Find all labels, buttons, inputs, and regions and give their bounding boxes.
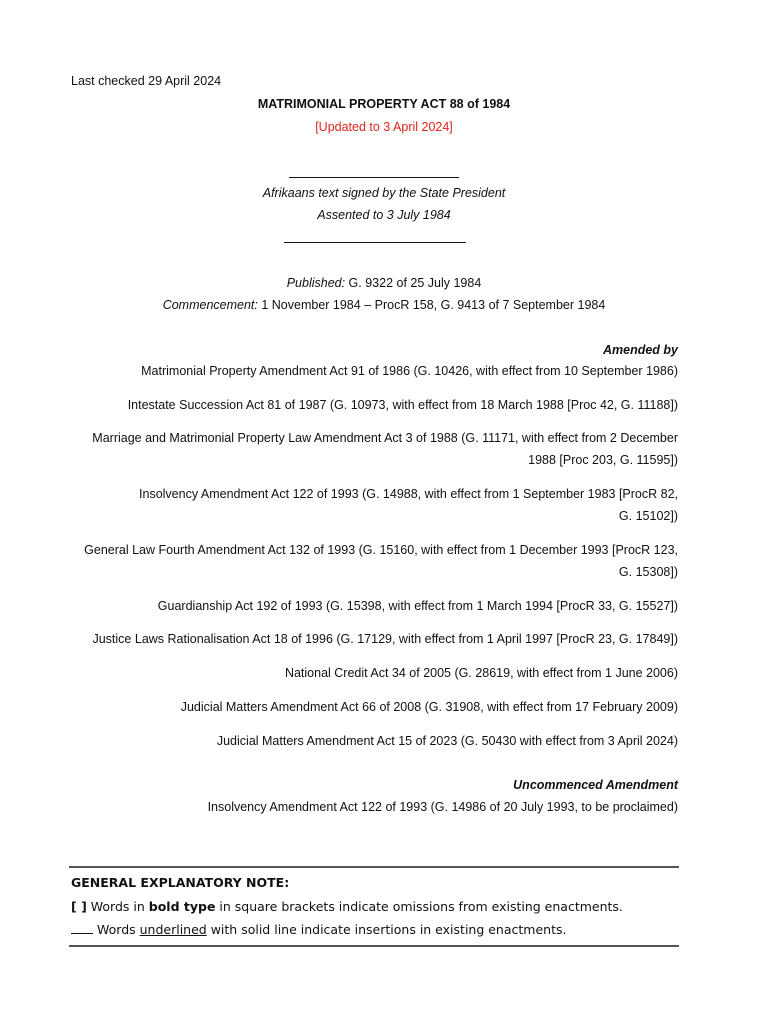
published-line	[0, 276, 768, 290]
amendment-item	[181, 696, 678, 718]
amendment-line: National Credit Act 34 of 2005 (G. 28619, with effect from 1 June 2006)	[284, 666, 678, 680]
amendment-line: Matrimonial Property Amendment Act 91 of 1986 (G. 10426, with effect from 10 September 1986)	[141, 364, 678, 378]
note-omissions: [ ] Words in bold type in square brackets indicate omissions from existing enactments.	[71, 899, 623, 914]
amendment-line: Marriage and Matrimonial Property Law Amendment Act 3 of 1988 (G. 11171, with effect from 2 December	[92, 431, 678, 445]
act-title: MATRIMONIAL PROPERTY ACT 88 of 1984	[257, 97, 511, 111]
amendment-item	[139, 483, 678, 527]
amendment-line: Judicial Matters Amendment Act 15 of 2023 (G. 50430 with effect from 3 April 2024)	[216, 734, 678, 748]
commencement-label: Commencement:	[162, 298, 258, 312]
commencement-value: 1 November 1984 – ProcR 158, G. 9413 of 7 September 1984	[257, 298, 606, 312]
note-bottom-rule	[69, 945, 679, 947]
uncommenced-item: Insolvency Amendment Act 122 of 1993 (G. 14986 of 20 July 1993, to be proclaimed)	[207, 800, 678, 814]
amendment-item	[285, 662, 678, 684]
published-label: Published:	[286, 276, 346, 290]
note-heading: GENERAL EXPLANATORY NOTE:	[71, 875, 290, 890]
amendment-item	[128, 394, 678, 416]
amended-by-heading: Amended by	[602, 343, 678, 357]
last-checked: Last checked 29 April 2024	[71, 74, 222, 88]
amendment-line-cont: G. 15308])	[618, 565, 678, 579]
amendment-item	[141, 360, 678, 382]
underlined-sample: underlined	[139, 922, 207, 937]
amendment-line-cont: 1988 [Proc 203, G. 11595])	[528, 453, 678, 467]
amendment-item	[158, 595, 678, 617]
bracket-symbol: [ ]	[71, 899, 87, 914]
assented-line: Assented to 3 July 1984	[317, 208, 451, 222]
amendment-line: Judicial Matters Amendment Act 66 of 2008 (G. 31908, with effect from 17 February 2009)	[180, 700, 678, 714]
note-top-rule	[69, 866, 679, 868]
amendment-line: Intestate Succession Act 81 of 1987 (G. 10973, with effect from 18 March 1988 [Proc 42, G. 11188])	[127, 398, 678, 412]
bold-type-sample: bold type	[148, 899, 216, 914]
amendment-line: Justice Laws Rationalisation Act 18 of 1996 (G. 17129, with effect from 1 April 1997 [ProcR 23, G. 17849])	[92, 632, 678, 646]
amendment-item	[217, 730, 678, 752]
amendment-line: Insolvency Amendment Act 122 of 1993 (G. 14988, with effect from 1 September 1983 [ProcR 82,	[139, 487, 678, 501]
underline-symbol	[71, 923, 93, 934]
amendment-item	[92, 628, 678, 650]
amendment-item	[84, 539, 678, 583]
commencement-line	[0, 298, 768, 312]
signed-line: Afrikaans text signed by the State President	[262, 186, 506, 200]
updated-note: [Updated to 3 April 2024]	[315, 120, 453, 134]
amendment-line: General Law Fourth Amendment Act 132 of 1993 (G. 15160, with effect from 1 December 1993 [ProcR 123,	[84, 543, 678, 557]
uncommenced-heading: Uncommenced Amendment	[513, 778, 678, 792]
amendment-line-cont: G. 15102])	[618, 509, 678, 523]
published-value: G. 9322 of 25 July 1984	[345, 276, 482, 290]
divider-bottom	[284, 242, 466, 243]
divider-top	[289, 177, 459, 178]
note-insertions: Words underlined with solid line indicate insertions in existing enactments.	[71, 922, 566, 937]
amendment-item	[92, 427, 678, 471]
amendment-line: Guardianship Act 192 of 1993 (G. 15398, with effect from 1 March 1994 [ProcR 33, G. 15527])	[157, 599, 678, 613]
